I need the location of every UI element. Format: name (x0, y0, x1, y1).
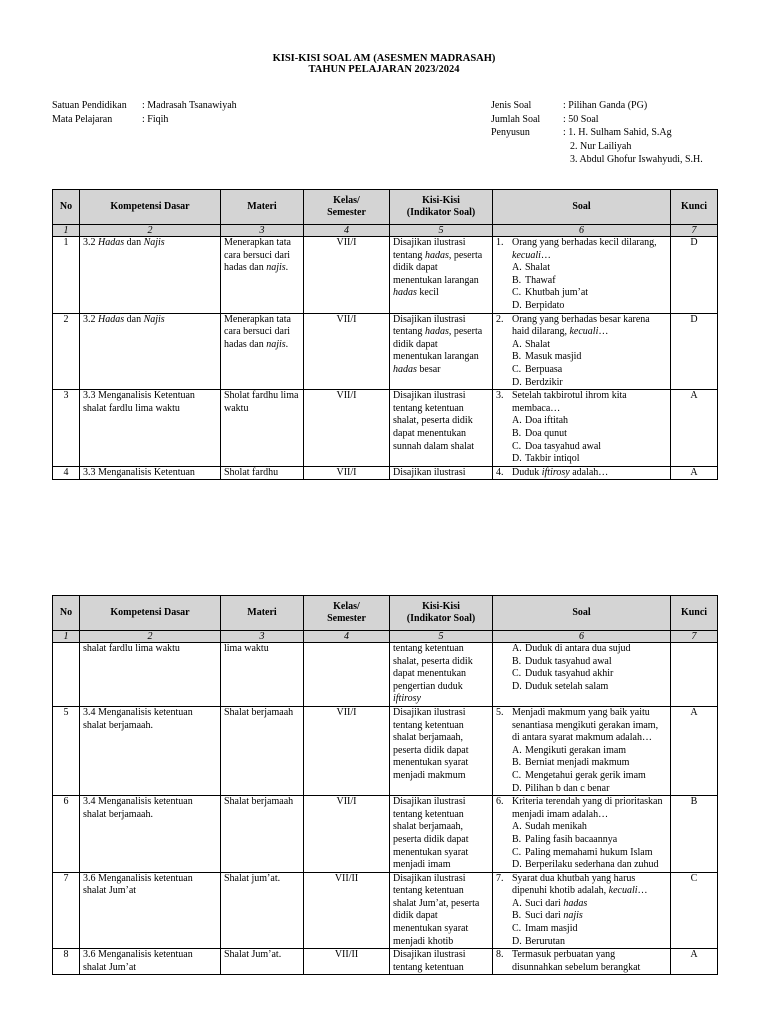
row-kelas: VII/I (304, 706, 390, 795)
row-no: 3 (53, 390, 80, 467)
col-materi-header: Materi (221, 190, 304, 225)
row-kunci: A (671, 706, 718, 795)
question-text: 1. Orang yang berhadas kecil dilarang, kecuali… (496, 237, 657, 261)
row-kelas: VII/I (304, 237, 390, 314)
row-kisi: Disajikan ilustrasi tentang ketentuan shalat berjamaah, peserta didik dapat menentukan syarat menjadi makmum (390, 706, 493, 795)
document-title (0, 53, 768, 75)
row-kunci (671, 643, 718, 707)
row-materi: Shalat jum’at. (221, 872, 304, 949)
table-header-row (53, 190, 718, 225)
row-materi: Shalat Jum’at. (221, 949, 304, 975)
table-row (53, 643, 718, 707)
col-kunci-header: Kunci (671, 190, 718, 225)
title-line-1: KISI-KISI SOAL AM (ASESMEN MADRASAH) (272, 53, 496, 64)
answer-option: C. Imam masjid (512, 923, 578, 935)
answer-option: D. Berpidato (512, 299, 565, 311)
row-no: 6 (53, 796, 80, 873)
row-soal (493, 237, 671, 314)
col-number: 2 (80, 631, 221, 643)
row-soal (493, 949, 671, 975)
meta-jumlah: Jumlah Soal : 50 Soal (491, 113, 599, 125)
col-kisi-header: Kisi-Kisi (Indikator Soal) (390, 596, 493, 631)
answer-option: D. Berdzikir (512, 376, 563, 388)
question-text: 3. Setelah takbirotul ihrom kita membaca… (496, 390, 627, 414)
answer-option: A. Mengikuti gerakan imam (512, 744, 627, 756)
row-kd: 3.6 Menganalisis ketentuan shalat Jum’at (80, 949, 221, 975)
column-number-row (53, 631, 718, 643)
meta-mapel: Mata Pelajaran : Fiqih (52, 113, 169, 125)
question-text: 7. Syarat dua khutbah yang harus dipenuhi khotib adalah, kecuali… (496, 872, 648, 897)
answer-option: C. Duduk tasyahud akhir (512, 668, 614, 680)
answer-option: A. Shalat (512, 338, 550, 350)
row-materi: Shalat berjamaah (221, 706, 304, 795)
answer-option: C. Mengetahui gerak gerik imam (512, 769, 646, 781)
answer-option: C. Doa tasyahud awal (512, 440, 602, 452)
row-kelas (304, 643, 390, 707)
answer-option: D. Berperilaku sederhana dan zuhud (512, 859, 659, 871)
col-kelas-header: Kelas/ Semester (304, 596, 390, 631)
col-kunci-header: Kunci (671, 596, 718, 631)
row-soal (493, 796, 671, 873)
col-number: 6 (493, 225, 671, 237)
answer-option: A. Suci dari hadas (512, 897, 588, 909)
row-no: 2 (53, 313, 80, 390)
row-soal (493, 466, 671, 480)
row-kisi: Disajikan ilustrasi tentang hadas, peserta didik dapat menentukan larangan hadas kecil (390, 237, 493, 314)
row-soal (493, 313, 671, 390)
answer-option: B. Doa qunut (512, 427, 567, 439)
row-kelas: VII/I (304, 390, 390, 467)
answer-option: C. Khutbah jum’at (512, 287, 589, 299)
col-materi-header: Materi (221, 596, 304, 631)
answer-option: D. Berurutan (512, 935, 565, 947)
row-kunci: A (671, 466, 718, 480)
row-soal (493, 872, 671, 949)
kisi-table-page-1 (52, 189, 718, 480)
row-no: 4 (53, 466, 80, 480)
col-kelas-header: Kelas/ Semester (304, 190, 390, 225)
col-no-header: No (53, 596, 80, 631)
row-kelas: VII/I (304, 466, 390, 480)
meta-jenis: Jenis Soal : Pilihan Ganda (PG) (491, 100, 648, 111)
answer-option: C. Berpuasa (512, 363, 563, 375)
row-kunci: B (671, 796, 718, 873)
meta-penyusun-3: 3. Abdul Ghofur Iswahyudi, S.H. (570, 154, 703, 165)
row-no (53, 643, 80, 707)
col-number: 7 (671, 631, 718, 643)
col-kisi-header: Kisi-Kisi (Indikator Soal) (390, 190, 493, 225)
col-soal-header: Soal (493, 190, 671, 225)
col-number: 4 (304, 225, 390, 237)
col-number: 2 (80, 225, 221, 237)
row-kisi: Disajikan ilustrasi tentang ketentuan shalat, peserta didik dapat menentukan sunnah dalam shalat (390, 390, 493, 467)
row-no: 1 (53, 237, 80, 314)
row-materi: Menerapkan tata cara bersuci dari hadas dan najis. (221, 237, 304, 314)
row-soal (493, 643, 671, 707)
row-kd: 3.2 Hadas dan Najis (80, 313, 221, 390)
row-materi: lima waktu (221, 643, 304, 707)
col-number: 3 (221, 225, 304, 237)
question-text: 6. Kriteria terendah yang di prioritaskan menjadi imam adalah… (496, 796, 663, 820)
answer-option: B. Berniat menjadi makmum (512, 757, 630, 769)
row-materi: Menerapkan tata cara bersuci dari hadas dan najis. (221, 313, 304, 390)
row-kunci: D (671, 313, 718, 390)
title-line-2: TAHUN PELAJARAN 2023/2024 (308, 64, 460, 75)
col-number: 5 (390, 631, 493, 643)
col-number: 5 (390, 225, 493, 237)
row-kisi: Disajikan ilustrasi tentang ketentuan shalat Jum’at, peserta didik dapat menentukan syarat menjadi khotib (390, 872, 493, 949)
row-kelas: VII/II (304, 872, 390, 949)
col-number: 3 (221, 631, 304, 643)
row-kd: 3.3 Menganalisis Ketentuan shalat fardlu lima waktu (80, 390, 221, 467)
row-kd: shalat fardlu lima waktu (80, 643, 221, 707)
row-no: 8 (53, 949, 80, 975)
table-row (53, 313, 718, 390)
table-row (53, 706, 718, 795)
row-soal (493, 706, 671, 795)
answer-option: A. Duduk di antara dua sujud (512, 643, 631, 654)
question-text: 2. Orang yang berhadas besar karena haid dilarang, kecuali… (496, 313, 650, 338)
col-number: 7 (671, 225, 718, 237)
question-text: 8. Termasuk perbuatan yang disunnahkan sebelum berangkat (496, 949, 641, 973)
row-kisi: Disajikan ilustrasi tentang ketentuan (390, 949, 493, 975)
row-kelas: VII/II (304, 949, 390, 975)
row-no: 5 (53, 706, 80, 795)
row-materi: Sholat fardhu (221, 466, 304, 480)
answer-option: D. Takbir intiqol (512, 453, 580, 465)
row-kunci: A (671, 949, 718, 975)
row-kd: 3.3 Menganalisis Ketentuan (80, 466, 221, 480)
row-materi: Shalat berjamaah (221, 796, 304, 873)
answer-option: B. Paling fasih bacaannya (512, 833, 618, 845)
answer-option: C. Paling memahami hukum Islam (512, 846, 653, 858)
table-row (53, 796, 718, 873)
col-soal-header: Soal (493, 596, 671, 631)
question-text: 4. Duduk iftirosy adalah… (496, 466, 609, 478)
answer-option: A. Doa iftitah (512, 415, 569, 427)
row-kd: 3.4 Menganalisis ketentuan shalat berjamaah. (80, 706, 221, 795)
col-number: 1 (53, 225, 80, 237)
col-number: 4 (304, 631, 390, 643)
table-row (53, 237, 718, 314)
kisi-table-page-2 (52, 595, 718, 975)
row-kd: 3.6 Menganalisis ketentuan shalat Jum’at (80, 872, 221, 949)
row-no: 7 (53, 872, 80, 949)
row-kisi: Disajikan ilustrasi (390, 466, 493, 480)
table-row (53, 466, 718, 480)
table-row (53, 949, 718, 975)
row-soal (493, 390, 671, 467)
meta-left (52, 99, 237, 126)
answer-option: A. Shalat (512, 262, 550, 274)
answer-option: A. Sudah menikah (512, 821, 587, 833)
meta-right (491, 99, 703, 167)
row-kisi: Disajikan ilustrasi tentang ketentuan shalat berjamaah, peserta didik dapat menentukan syarat menjadi imam (390, 796, 493, 873)
row-kelas: VII/I (304, 796, 390, 873)
meta-penyusun-2: 2. Nur Lailiyah (570, 140, 632, 152)
row-kd: 3.4 Menganalisis ketentuan shalat berjamaah. (80, 796, 221, 873)
answer-option: D. Pilihan b dan c benar (512, 782, 610, 794)
row-materi: Sholat fardhu lima waktu (221, 390, 304, 467)
answer-option: B. Thawaf (512, 274, 556, 286)
answer-option: B. Suci dari najis (512, 910, 583, 922)
col-number: 6 (493, 631, 671, 643)
table-header-row (53, 596, 718, 631)
row-kd: 3.2 Hadas dan Najis (80, 237, 221, 314)
meta-penyusun: Penyusun : 1. H. Sulham Sahid, S.Ag (491, 127, 672, 138)
row-kunci: D (671, 237, 718, 314)
table-row (53, 390, 718, 467)
row-kelas: VII/I (304, 313, 390, 390)
meta-satuan: Satuan Pendidikan : Madrasah Tsanawiyah (52, 100, 237, 111)
col-kd-header: Kompetensi Dasar (80, 596, 221, 631)
answer-option: D. Duduk setelah salam (512, 680, 609, 692)
column-number-row (53, 225, 718, 237)
row-kisi: tentang ketentuan shalat, peserta didik dapat menentukan pengertian duduk iftirosy (390, 643, 493, 707)
row-kisi: Disajikan ilustrasi tentang hadas, peserta didik dapat menentukan larangan hadas besar (390, 313, 493, 390)
row-kunci: C (671, 872, 718, 949)
row-kunci: A (671, 390, 718, 467)
answer-option: B. Duduk tasyahud awal (512, 655, 612, 667)
answer-option: B. Masuk masjid (512, 351, 582, 363)
col-no-header: No (53, 190, 80, 225)
table-row (53, 872, 718, 949)
col-kd-header: Kompetensi Dasar (80, 190, 221, 225)
col-number: 1 (53, 631, 80, 643)
question-text: 5. Menjadi makmum yang baik yaitu senantiasa mengikuti gerakan imam, di antara syarat makmum adalah… (496, 706, 659, 744)
